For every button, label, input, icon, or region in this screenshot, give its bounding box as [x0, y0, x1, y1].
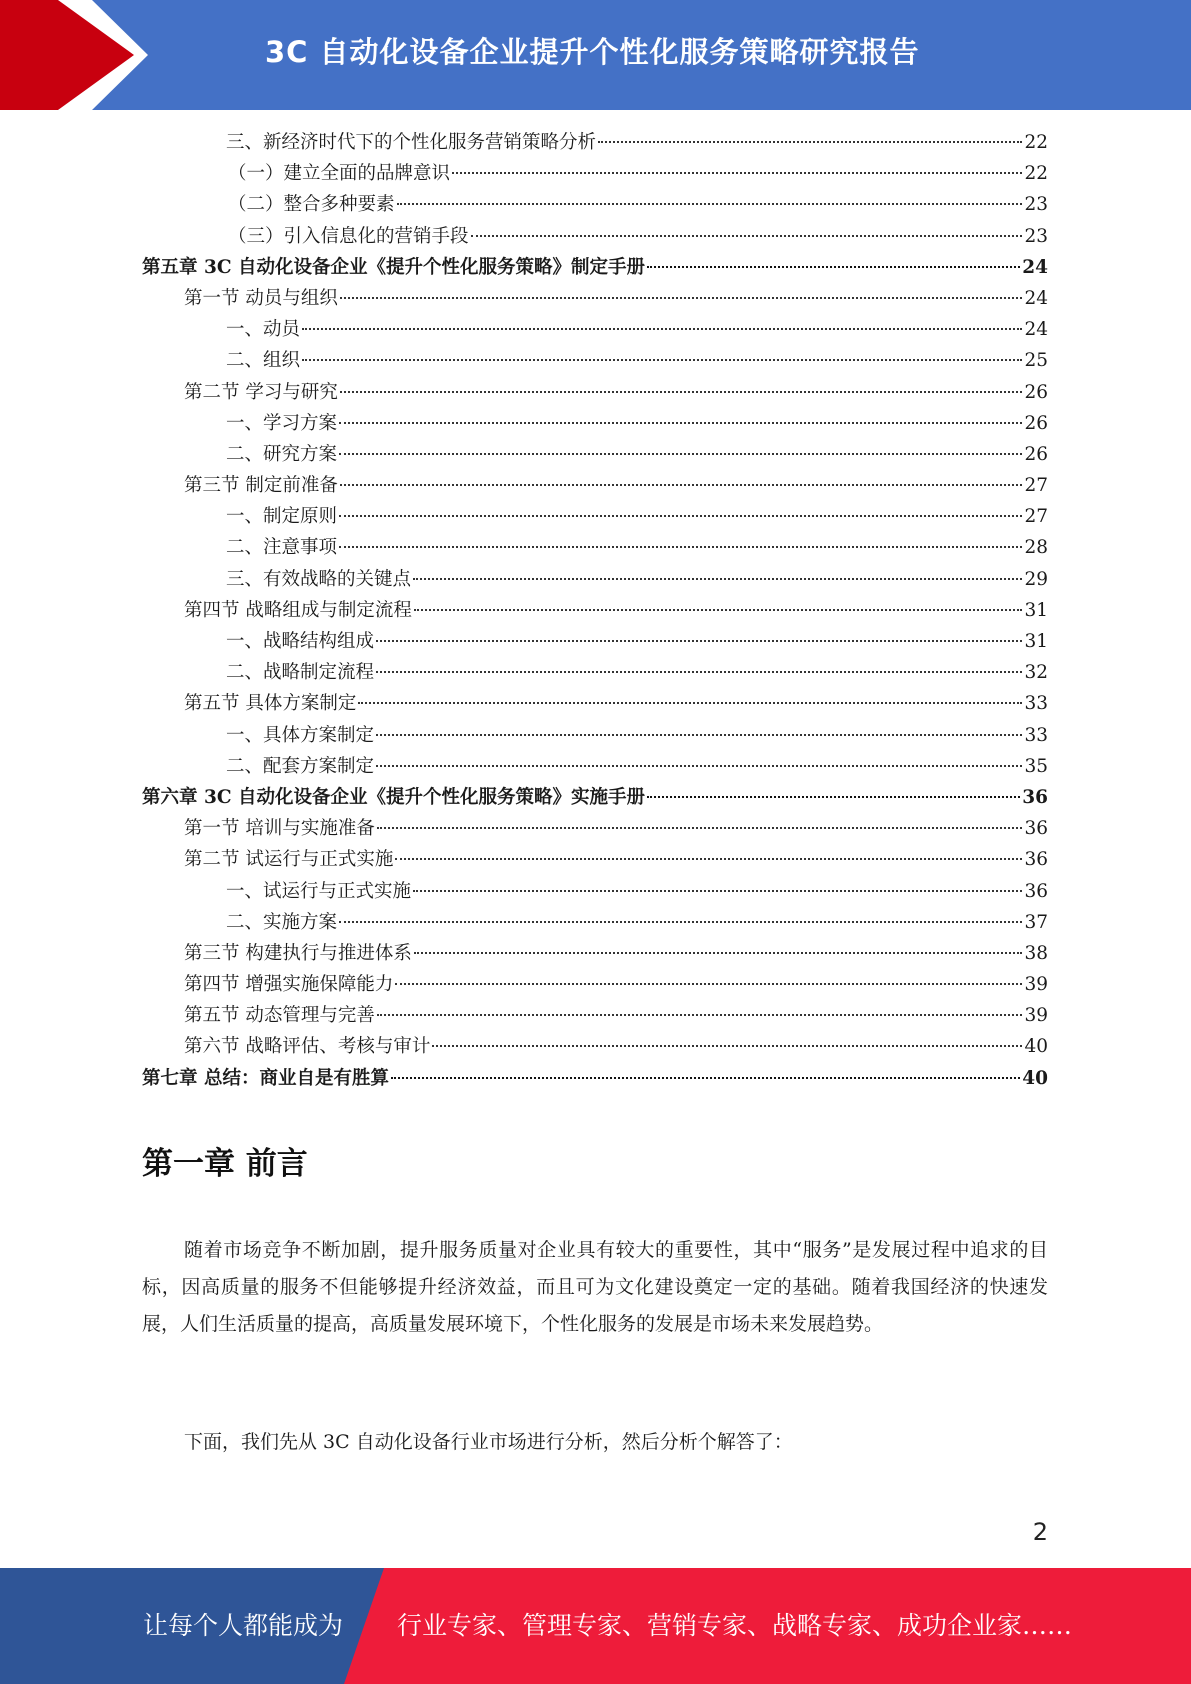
- toc-entry-title: 第七章 总结：商业自是有胜算: [142, 1067, 389, 1089]
- header-red-chevron: [0, 0, 148, 110]
- table-of-contents: [142, 127, 1048, 1094]
- toc-entry-page: 32: [1024, 662, 1048, 684]
- toc-entry-title: 二、注意事项: [226, 537, 338, 559]
- toc-entry-page: 36: [1024, 849, 1048, 871]
- toc-entry[interactable]: [142, 751, 1048, 782]
- toc-entry[interactable]: [142, 532, 1048, 563]
- toc-entry[interactable]: [142, 1031, 1048, 1062]
- toc-entry[interactable]: [142, 720, 1048, 751]
- toc-dot-leader: [414, 609, 1023, 611]
- body-paragraph: 下面，我们先从 3C 自动化设备行业市场进行分析，然后分析个解答了：: [184, 1431, 793, 1453]
- toc-entry-page: 24: [1022, 256, 1048, 278]
- toc-dot-leader: [302, 328, 1022, 330]
- toc-dot-leader: [339, 921, 1022, 923]
- toc-entry[interactable]: [142, 345, 1048, 376]
- toc-entry[interactable]: [142, 907, 1048, 938]
- toc-dot-leader: [340, 297, 1023, 299]
- toc-entry-title: 一、动员: [226, 319, 301, 341]
- toc-entry-title: 第五章 3C 自动化设备企业《提升个性化服务策略》制定手册: [142, 256, 645, 278]
- toc-entry-title: 二、研究方案: [226, 443, 338, 465]
- toc-entry-page: 24: [1024, 287, 1048, 309]
- toc-entry[interactable]: [142, 221, 1048, 252]
- toc-entry[interactable]: [142, 1000, 1048, 1031]
- toc-entry[interactable]: [142, 377, 1048, 408]
- toc-entry[interactable]: [142, 813, 1048, 844]
- toc-dot-leader: [395, 983, 1022, 985]
- toc-dot-leader: [598, 141, 1022, 143]
- toc-entry[interactable]: [142, 564, 1048, 595]
- toc-entry-title: （二）整合多种要素: [228, 194, 395, 216]
- toc-dot-leader: [376, 765, 1022, 767]
- toc-dot-leader: [339, 515, 1022, 517]
- toc-entry-title: 二、配套方案制定: [226, 755, 375, 777]
- page-footer: [0, 1568, 1191, 1684]
- toc-entry-title: 第六节 战略评估、考核与审计: [184, 1036, 431, 1058]
- toc-entry-title: 三、有效战略的关键点: [226, 568, 412, 590]
- footer-slogan-left: 让每个人都能成为: [143, 1611, 344, 1640]
- toc-entry-title: 第五节 动态管理与完善: [184, 1005, 375, 1027]
- toc-entry-title: 一、具体方案制定: [226, 724, 375, 746]
- footer-slogan-right: 行业专家、管理专家、营销专家、战略专家、成功企业家……: [397, 1611, 1073, 1640]
- toc-entry-title: 一、制定原则: [226, 506, 338, 528]
- toc-dot-leader: [340, 391, 1023, 393]
- toc-entry-title: 第二节 试运行与正式实施: [184, 849, 394, 871]
- toc-entry-title: 二、战略制定流程: [226, 662, 375, 684]
- toc-dot-leader: [397, 203, 1023, 205]
- toc-entry[interactable]: [142, 844, 1048, 875]
- toc-dot-leader: [452, 172, 1022, 174]
- toc-entry-page: 22: [1024, 132, 1048, 153]
- toc-dot-leader: [413, 890, 1022, 892]
- toc-dot-leader: [358, 702, 1022, 704]
- toc-entry-title: 第四节 战略组成与制定流程: [184, 599, 412, 621]
- toc-entry-page: 31: [1024, 599, 1048, 621]
- toc-entry-title: 一、试运行与正式实施: [226, 880, 412, 902]
- toc-entry[interactable]: [142, 314, 1048, 345]
- toc-entry[interactable]: [142, 626, 1048, 657]
- toc-entry[interactable]: [142, 969, 1048, 1000]
- toc-entry[interactable]: [142, 283, 1048, 314]
- toc-entry-page: 35: [1024, 755, 1048, 777]
- toc-dot-leader: [302, 359, 1022, 361]
- toc-entry-page: 24: [1024, 319, 1048, 341]
- toc-entry[interactable]: [142, 595, 1048, 626]
- toc-entry-page: 25: [1024, 350, 1048, 372]
- toc-dot-leader: [340, 484, 1023, 486]
- toc-entry-page: 26: [1024, 381, 1048, 403]
- toc-entry[interactable]: [142, 1063, 1048, 1094]
- toc-dot-leader: [471, 235, 1023, 237]
- toc-entry[interactable]: [142, 470, 1048, 501]
- toc-entry-title: 第三节 制定前准备: [184, 475, 338, 497]
- toc-dot-leader: [377, 1014, 1023, 1016]
- toc-entry-page: 39: [1024, 1005, 1048, 1027]
- toc-dot-leader: [376, 640, 1022, 642]
- toc-entry-page: 29: [1024, 568, 1048, 590]
- toc-entry-page: 39: [1024, 974, 1048, 996]
- toc-dot-leader: [647, 266, 1020, 268]
- toc-entry-page: 40: [1022, 1067, 1048, 1089]
- toc-dot-leader: [376, 734, 1022, 736]
- toc-dot-leader: [432, 1045, 1022, 1047]
- toc-entry[interactable]: [142, 657, 1048, 688]
- toc-entry[interactable]: [142, 938, 1048, 969]
- toc-entry-title: 二、实施方案: [226, 911, 338, 933]
- toc-entry-page: 36: [1024, 880, 1048, 902]
- toc-entry-title: 第六章 3C 自动化设备企业《提升个性化服务策略》实施手册: [142, 786, 645, 808]
- toc-entry-page: 22: [1024, 163, 1048, 185]
- toc-entry-title: 三、新经济时代下的个性化服务营销策略分析: [226, 132, 597, 153]
- toc-entry-title: 第五节 具体方案制定: [184, 693, 357, 715]
- toc-entry-title: 第三节 构建执行与推进体系: [184, 942, 412, 964]
- toc-dot-leader: [339, 422, 1022, 424]
- toc-dot-leader: [414, 952, 1023, 954]
- toc-entry[interactable]: [142, 158, 1048, 189]
- toc-entry[interactable]: [142, 876, 1048, 907]
- toc-entry-page: 26: [1024, 412, 1048, 434]
- toc-entry-page: 26: [1024, 443, 1048, 465]
- toc-entry[interactable]: [142, 782, 1048, 813]
- toc-entry-page: 33: [1024, 693, 1048, 715]
- toc-dot-leader: [339, 453, 1022, 455]
- toc-entry[interactable]: [142, 189, 1048, 220]
- toc-entry-page: 38: [1024, 942, 1048, 964]
- toc-dot-leader: [376, 671, 1022, 673]
- toc-entry-page: 28: [1024, 537, 1048, 559]
- toc-entry-page: 37: [1024, 911, 1048, 933]
- toc-entry-page: 36: [1024, 818, 1048, 840]
- toc-entry-title: 一、学习方案: [226, 412, 338, 434]
- toc-entry[interactable]: [142, 688, 1048, 719]
- toc-entry[interactable]: [142, 501, 1048, 532]
- toc-dot-leader: [391, 1077, 1020, 1079]
- toc-entry[interactable]: [142, 127, 1048, 158]
- toc-entry-page: 31: [1024, 631, 1048, 652]
- toc-entry-page: 33: [1024, 724, 1048, 746]
- toc-dot-leader: [395, 858, 1022, 860]
- toc-entry-page: 40: [1024, 1036, 1048, 1058]
- toc-entry-title: 二、组织: [226, 350, 301, 372]
- body-paragraph: 随着市场竞争不断加剧，提升服务质量对企业具有较大的重要性，其中“服务”是发展过程中追求的目标，因高质量的服务不但能够提升经济效益，而且可为文化建设奠定一定的基础。随着我国经济的快速发展，人们生活质量的提高，高质量发展环境下，个性化服务的发展是市场未来发展趋势。: [142, 1239, 1048, 1335]
- toc-entry-page: 23: [1024, 194, 1048, 216]
- toc-entry-title: 第一节 培训与实施准备: [184, 818, 375, 840]
- toc-entry-title: 第一节 动员与组织: [184, 287, 338, 309]
- toc-entry[interactable]: [142, 408, 1048, 439]
- page-number: 2: [1032, 1518, 1048, 1546]
- toc-dot-leader: [413, 578, 1022, 580]
- toc-entry-title: 第四节 增强实施保障能力: [184, 974, 394, 996]
- chapter-heading: 第一章 前言: [142, 1146, 308, 1182]
- toc-entry[interactable]: [142, 439, 1048, 470]
- toc-entry-title: （三）引入信息化的营销手段: [228, 225, 469, 247]
- report-title: 3C 自动化设备企业提升个性化服务策略研究报告: [265, 35, 920, 69]
- toc-entry-title: （一）建立全面的品牌意识: [228, 163, 451, 185]
- toc-entry-page: 23: [1024, 225, 1048, 247]
- toc-entry[interactable]: [142, 252, 1048, 283]
- toc-entry-page: 27: [1024, 475, 1048, 497]
- toc-dot-leader: [339, 546, 1022, 548]
- toc-dot-leader: [647, 796, 1020, 798]
- toc-entry-page: 27: [1024, 506, 1048, 528]
- toc-dot-leader: [377, 827, 1023, 829]
- toc-entry-title: 第二节 学习与研究: [184, 381, 338, 403]
- page-header: [0, 0, 1191, 110]
- toc-entry-title: 一、战略结构组成: [226, 631, 375, 652]
- toc-entry-page: 36: [1022, 786, 1048, 808]
